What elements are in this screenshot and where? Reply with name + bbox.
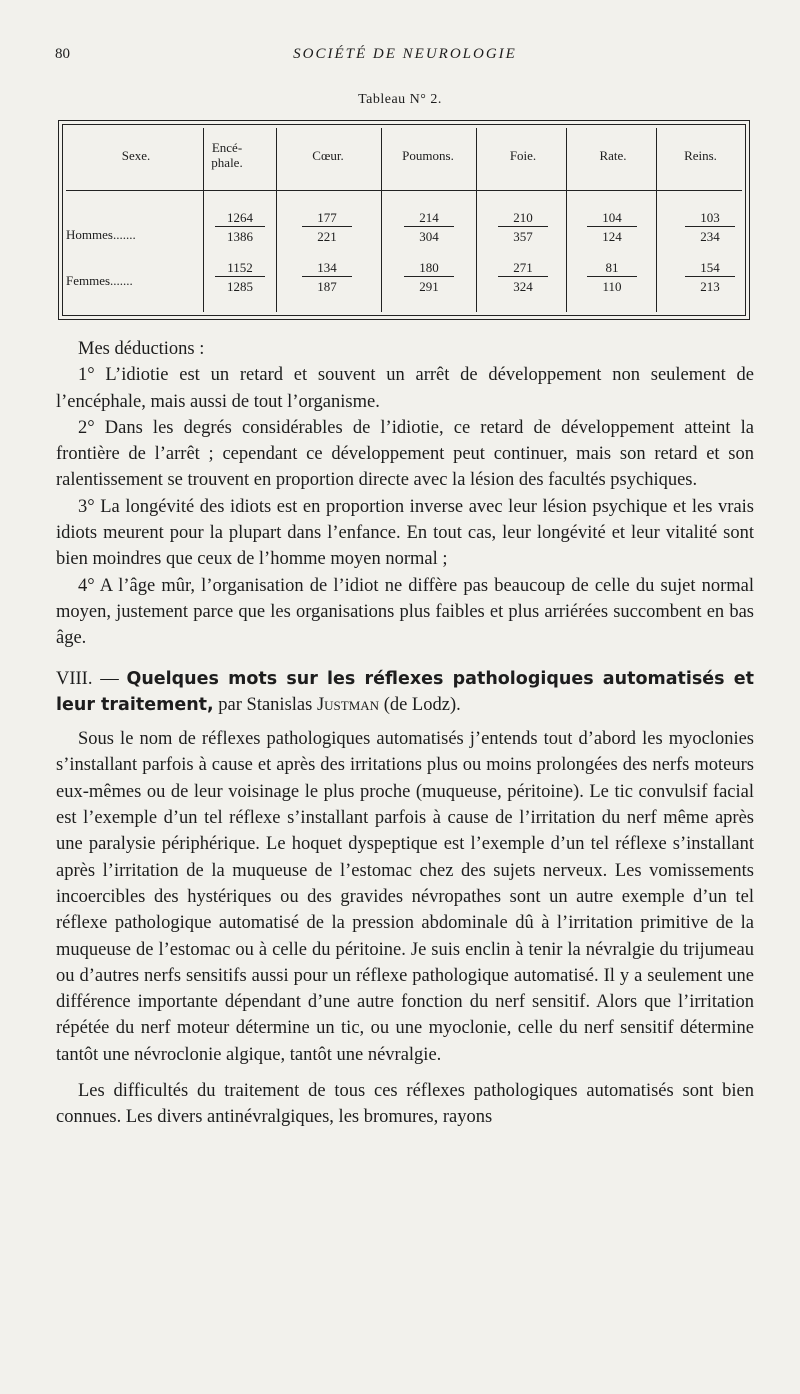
author-surname: ustman	[324, 694, 380, 715]
row-label-femmes: Femmes.......	[66, 273, 133, 288]
header-rule	[66, 190, 742, 191]
header-rate: Rate.	[599, 148, 627, 163]
numerator: 81	[587, 260, 637, 277]
section-dash: —	[100, 668, 119, 689]
numerator: 104	[587, 210, 637, 227]
author-initial: J	[316, 694, 325, 715]
journal-title: SOCIÉTÉ DE NEUROLOGIE	[293, 46, 517, 62]
data-table	[58, 120, 750, 320]
numerator: 180	[404, 260, 454, 277]
table-caption: Tableau N° 2.	[358, 92, 442, 107]
column-rule	[566, 128, 567, 312]
author-place: (de Lodz).	[383, 694, 461, 715]
denominator: 1386	[227, 229, 253, 244]
numerator: 210	[498, 210, 548, 227]
author-name	[317, 695, 379, 715]
row-label-hommes: Hommes.......	[66, 227, 136, 242]
numerator: 1264	[215, 210, 265, 227]
denominator: 187	[317, 279, 337, 294]
header-encephale: Encé-phale.	[211, 140, 243, 170]
page-number: 80	[55, 46, 70, 62]
denominator: 304	[419, 229, 439, 244]
cell-femmes-coeur	[302, 260, 352, 294]
numerator: 271	[498, 260, 548, 277]
column-rule	[276, 128, 277, 312]
paragraph: Les difficultés du traitement de tous ces réflexes pathologiques automatisés sont bien connues. Les divers antinévralgiques, les bromures, rayons	[56, 1081, 754, 1128]
cell-femmes-reins	[685, 260, 735, 294]
denominator: 234	[700, 229, 720, 244]
numerator: 1152	[215, 260, 265, 277]
denominator: 324	[513, 279, 533, 294]
header-reins: Reins.	[684, 148, 717, 163]
numerator: 177	[302, 210, 352, 227]
column-rule	[203, 128, 204, 312]
deduction-item: 1° L’idiotie est un retard et souvent un arrêt de développement non seulement de l’encéphale, mais aussi de tout l’organisme.	[56, 365, 754, 412]
body-text	[56, 336, 754, 1131]
cell-hommes-coeur	[302, 210, 352, 244]
cell-femmes-foie	[498, 260, 548, 294]
numerator: 154	[685, 260, 735, 277]
denominator: 1285	[227, 279, 253, 294]
header-foie: Foie.	[509, 148, 537, 163]
header-poumons: Poumons.	[402, 148, 454, 163]
cell-femmes-rate	[587, 260, 637, 294]
section-heading	[56, 666, 754, 719]
numerator: 134	[302, 260, 352, 277]
deduction-item: 3° La longévité des idiots est en proportion inverse avec leur lésion psychique et les vrais idiots meurent pour la plupart dans l’enfance. En tout cas, leur longévité et leur vitalité sont bien moindres que ceux de l’homme moyen normal ;	[56, 496, 754, 570]
cell-hommes-encephale	[215, 210, 265, 244]
deduction-item: 4° A l’âge mûr, l’organisation de l’idiot ne diffère pas beaucoup de celle du sujet normal moyen, justement parce que les organisations plus faibles et plus arriérées succombent en bas âge.	[56, 575, 754, 649]
column-rule	[381, 128, 382, 312]
denominator: 291	[419, 279, 439, 294]
denominator: 124	[602, 229, 622, 244]
denominator: 213	[700, 279, 720, 294]
header-sexe: Sexe.	[121, 148, 151, 163]
section-title: Quelques mots sur les réflexes pathologiques automatisés et leur traitement,	[56, 668, 755, 715]
column-rule	[476, 128, 477, 312]
cell-hommes-reins	[685, 210, 735, 244]
denominator: 110	[602, 279, 622, 294]
denominator: 221	[317, 229, 337, 244]
section-by: par Stanislas	[218, 694, 313, 715]
section-numeral: VIII.	[56, 668, 93, 689]
paragraph: Sous le nom de réflexes pathologiques automatisés j’entends tout d’abord les myoclonies s’installant parfois à cause et après des irritations plus ou moins prolongées des nerfs moteurs eux-mêmes ou de leur voisinage le plus proche (muqueuse, péritoine). Le tic convulsif facial est l’exemple d’un tel réflexe s’installant parfois à cause de l’irritation du nerf même après une paralysie périphérique. Le hoquet dyspeptique est l’exemple d’un tel réflexe s’installant après l’irritation de la muqueuse de l’estomac chez des sujets nerveux. Les vomissements incoercibles des hystériques ou des gravides névropathes sont un autre exemple d’un tel réflexe pathologique automatisé de la pression abdominale dû à l’irritation primitive de la muqueuse de l’estomac ou à celle du péritoine. Je suis enclin à tenir la névralgie du trijumeau ou d’autres nerfs sensitifs aussi pour un réflexe pathologique automatisé. Il y a seulement une différence importante dépendant d’une autre fonction du nerf sensitif. Alors que l’irritation répétée du nerf moteur détermine un tic, ou une myoclonie, celle du nerf sensitif détermine tantôt une névroclonie algique, tantôt une névralgie.	[56, 729, 754, 1065]
cell-femmes-encephale	[215, 260, 265, 294]
column-rule	[656, 128, 657, 312]
cell-hommes-foie	[498, 210, 548, 244]
deductions-intro: Mes déductions :	[78, 339, 205, 359]
header-coeur: Cœur.	[312, 148, 344, 163]
cell-hommes-poumons	[404, 210, 454, 244]
deduction-item: 2° Dans les degrés considérables de l’idiotie, ce retard de développement atteint la frontière de l’arrêt ; cependant ce développement peut continuer, mais son retard et son ralentissement se trouvent en proportion directe avec la lésion des facultés psychiques.	[56, 417, 754, 491]
denominator: 357	[513, 229, 533, 244]
cell-femmes-poumons	[404, 260, 454, 294]
cell-hommes-rate	[587, 210, 637, 244]
numerator: 103	[685, 210, 735, 227]
running-head	[55, 46, 755, 68]
numerator: 214	[404, 210, 454, 227]
